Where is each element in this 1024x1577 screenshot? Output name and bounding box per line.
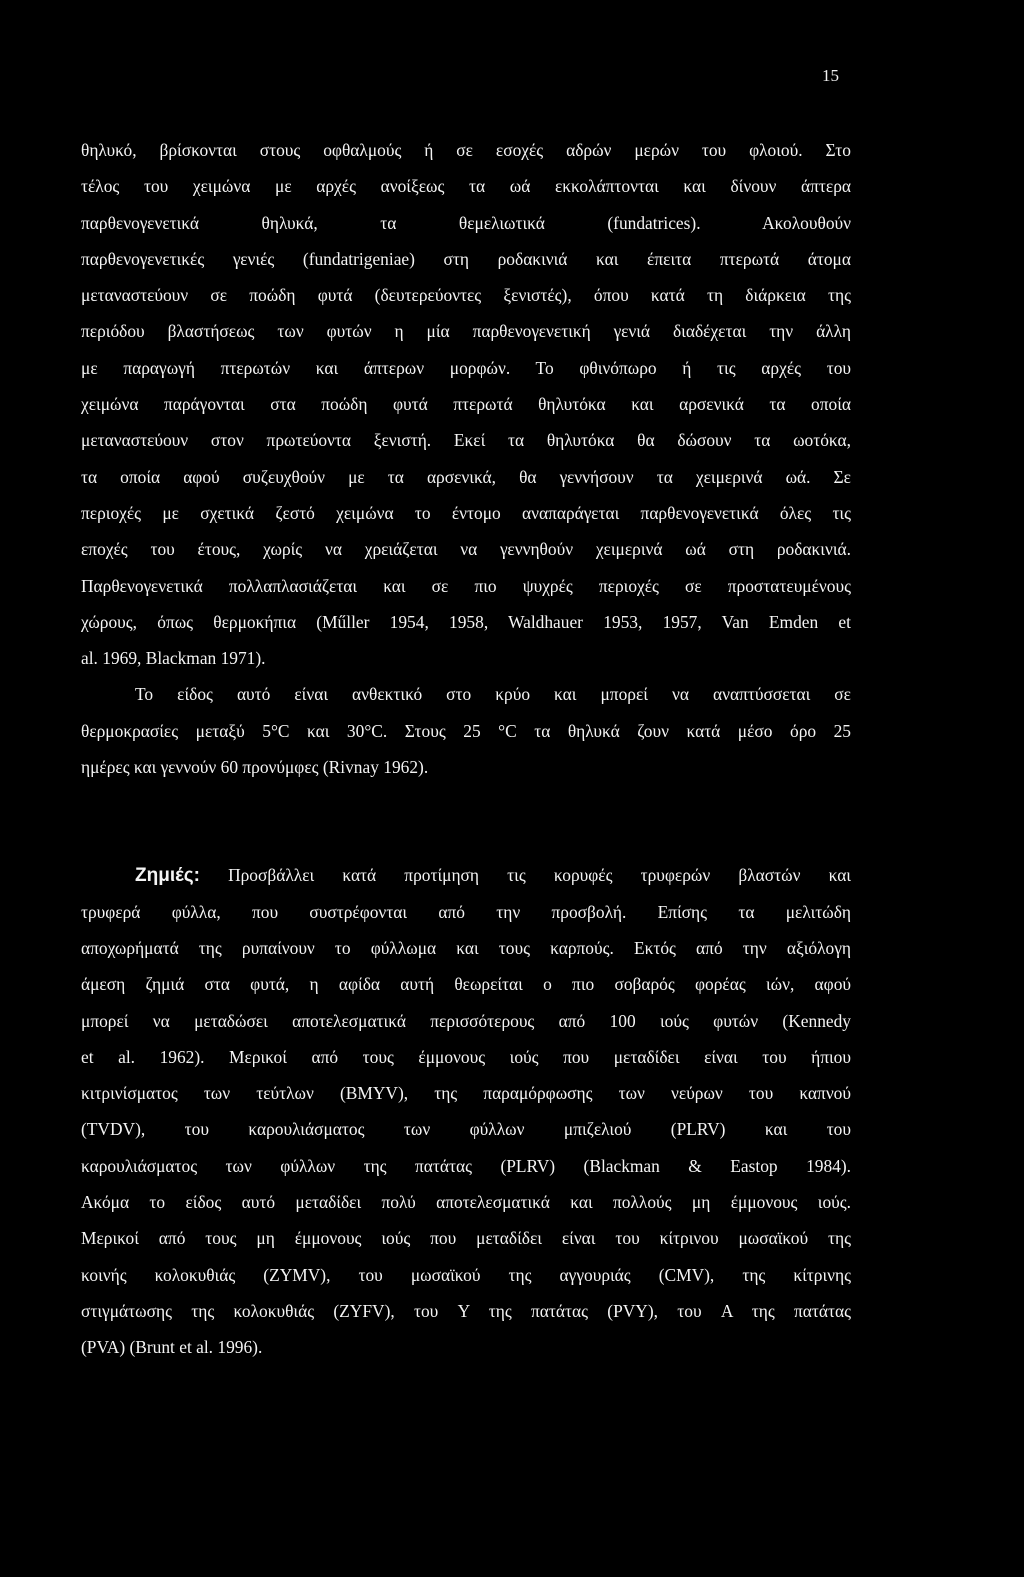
- text-line: Μερικοί από τους μη έμμονους ιούς που μεταδίδει είναι του κίτρινου μωσαϊκού της: [81, 1228, 851, 1249]
- text-line: μεταναστεύουν στον πρωτεύοντα ξενιστή. Εκεί τα θηλυτόκα θα δώσουν τα ωοτόκα,: [81, 430, 851, 451]
- text-line: θηλυκό, βρίσκονται στους οφθαλμούς ή σε εσοχές αδρών μερών του φλοιού. Στο: [81, 140, 851, 160]
- paragraph-life-cycle: [81, 132, 851, 676]
- text-line: κοινής κολοκυθιάς (ZYMV), του μωσαϊκού της αγγουριάς (CMV), της κίτρινης: [81, 1264, 851, 1285]
- section-label-damage: Ζημιές:: [135, 865, 200, 887]
- paragraph-damage: [81, 857, 851, 1365]
- text-line: περιοχές με σχετικά ζεστό χειμώνα το έντομο αναπαράγεται παρθενογενετικά όλες τις: [81, 502, 851, 523]
- damage-first-line-text: Προσβάλλει κατά προτίμηση τις κορυφές τρυφερών βλαστών και: [228, 865, 851, 886]
- text-line: παρθενογενετικές γενιές (fundatrigeniae) στη ροδακινιά και έπειτα πτερωτά άτομα: [81, 248, 851, 269]
- text-line: (TVDV), του καρουλιάσματος των φύλλων μπιζελιού (PLRV) και του: [81, 1119, 851, 1140]
- page-number: 15: [822, 66, 839, 85]
- text-line: ημέρες και γεννούν 60 προνύμφες (Rivnay 1962).: [81, 757, 429, 778]
- text-line: (PVA) (Brunt et al. 1996).: [81, 1337, 263, 1358]
- text-line: χώρους, όπως θερμοκήπια (Műller 1954, 1958, Waldhauer 1953, 1957, Van Emden et: [81, 611, 851, 632]
- text-line: τέλος του χειμώνα με αρχές ανοίξεως τα ωά εκκολάπτονται και δίνουν άπτερα: [81, 176, 851, 197]
- paragraph-temperature: [81, 676, 851, 785]
- paragraph-spacer: [81, 785, 851, 857]
- text-line: [81, 857, 851, 893]
- text-line: μεταναστεύουν σε ποώδη φυτά (δευτερεύοντες ξενιστές), όπου κατά τη διάρκεια της: [81, 285, 851, 306]
- text-line: παρθενογενετικά θηλυκά, τα θεμελιωτικά (fundatrices). Ακολουθούν: [81, 212, 851, 233]
- text-line: στιγμάτωσης της κολοκυθιάς (ZYFV), του Y της πατάτας (PVY), του A της πατάτας: [81, 1300, 851, 1321]
- text-line: τρυφερά φύλλα, που συστρέφονται από την προσβολή. Επίσης τα μελιτώδη: [81, 901, 851, 922]
- text-line: με παραγωγή πτερωτών και άπτερων μορφών. Το φθινόπωρο ή τις αρχές του: [81, 357, 851, 378]
- body-text: [81, 132, 851, 1366]
- text-line: άμεση ζημιά στα φυτά, η αφίδα αυτή θεωρείται ο πιο σοβαρός φορέας ιών, αφού: [81, 974, 851, 995]
- text-line: τα οποία αφού συζευχθούν με τα αρσενικά, θα γεννήσουν τα χειμερινά ωά. Σε: [81, 466, 851, 487]
- text-line: χειμώνα παράγονται στα ποώδη φυτά πτερωτά θηλυτόκα και αρσενικά τα οποία: [81, 394, 851, 415]
- text-line: al. 1969, Blackman 1971).: [81, 648, 266, 669]
- text-line: καρουλιάσματος των φύλλων της πατάτας (PLRV) (Blackman & Eastop 1984).: [81, 1155, 851, 1176]
- text-line: αποχωρήματά της ρυπαίνουν το φύλλωμα και τους καρπούς. Εκτός από την αξιόλογη: [81, 937, 851, 958]
- text-line: et al. 1962). Μερικοί από τους έμμονους ιούς που μεταδίδει είναι του ήπιου: [81, 1046, 851, 1067]
- text-line: μπορεί να μεταδώσει αποτελεσματικά περισσότερους από 100 ιούς φυτών (Kennedy: [81, 1010, 851, 1031]
- text-line: Το είδος αυτό είναι ανθεκτικό στο κρύο και μπορεί να αναπτύσσεται σε: [135, 684, 851, 705]
- text-line: Ακόμα το είδος αυτό μεταδίδει πολύ αποτελεσματικά και πολλούς μη έμμονους ιούς.: [81, 1192, 851, 1213]
- text-line: εποχές του έτους, χωρίς να χρειάζεται να γεννηθούν χειμερινά ωά στη ροδακινιά.: [81, 539, 851, 560]
- text-line: περιόδου βλαστήσεως των φυτών η μία παρθενογενετική γενιά διαδέχεται την άλλη: [81, 321, 851, 342]
- text-line: κιτρινίσματος των τεύτλων (BMYV), της παραμόρφωσης των νεύρων του καπνού: [81, 1083, 851, 1104]
- text-line: Παρθενογενετικά πολλαπλασιάζεται και σε πιο ψυχρές περιοχές σε προστατευμένους: [81, 575, 851, 596]
- text-line: θερμοκρασίες μεταξύ 5°C και 30°C. Στους 25 °C τα θηλυκά ζουν κατά μέσο όρο 25: [81, 720, 851, 741]
